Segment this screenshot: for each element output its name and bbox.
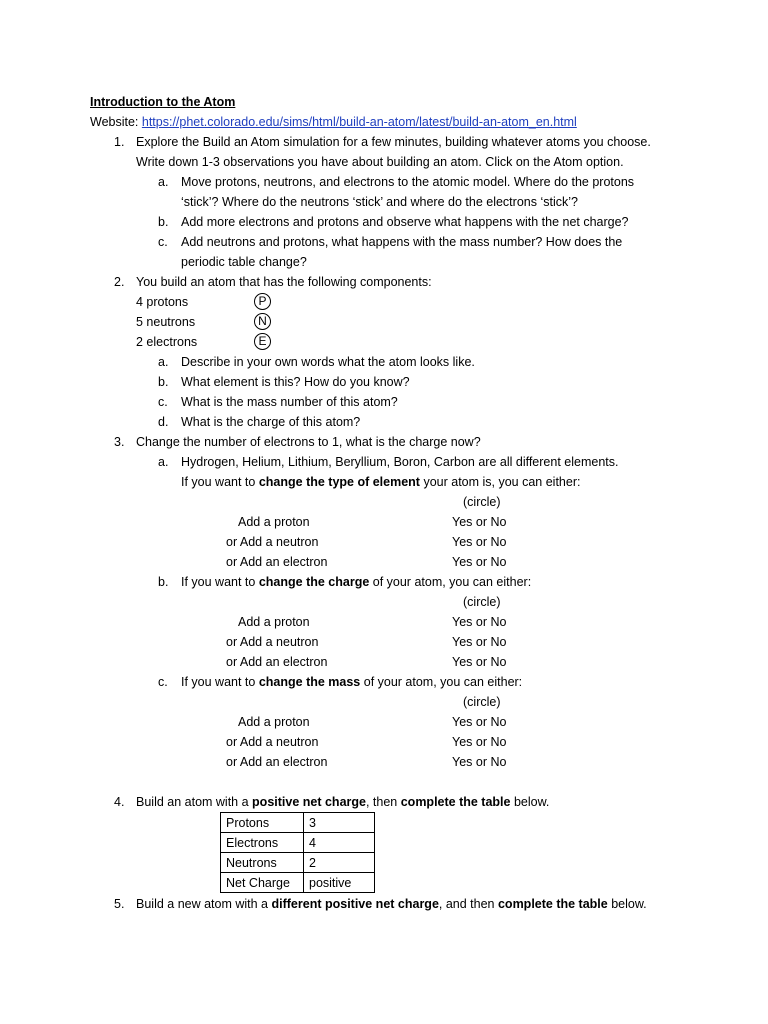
q5-bold1: different positive net charge (271, 897, 439, 911)
q4-mid: , then (365, 795, 401, 809)
q5-mid: , and then (438, 897, 498, 911)
atom-table (220, 812, 375, 893)
q3c-pre: If you want to (181, 675, 259, 689)
q5-pre: Build a new atom with a (136, 897, 272, 911)
table-row (221, 873, 375, 893)
q3c-option-neutron: or Add a neutron (226, 735, 319, 749)
q5-number: 5. (114, 897, 125, 911)
q3c-post: of your atom, you can either: (360, 675, 523, 689)
q5-text (136, 896, 647, 912)
q1a-text-line2: ‘stick’? Where do the neutrons ‘stick’ and where do the electrons ‘stick’? (181, 195, 578, 209)
q3a-option-electron: or Add an electron (226, 555, 328, 569)
q3b-option-neutron: or Add a neutron (226, 635, 319, 649)
q3c-letter: c. (158, 675, 168, 689)
table-value[interactable]: 4 (304, 833, 375, 853)
proton-circle-icon: P (254, 293, 271, 310)
q3b-yes-no-proton[interactable]: Yes or No (452, 615, 507, 629)
q3-text: Change the number of electrons to 1, what is the charge now? (136, 435, 481, 449)
component-neutrons-label: 5 neutrons (136, 315, 196, 329)
q3a-option-neutron: or Add a neutron (226, 535, 319, 549)
q3b-pre: If you want to (181, 575, 259, 589)
q4-bold1: positive net charge (252, 795, 366, 809)
q3c-bold: change the mass (258, 675, 361, 689)
table-value[interactable]: positive (304, 873, 375, 893)
q3b-circle-label: (circle) (463, 595, 501, 609)
q3b-yes-no-neutron[interactable]: Yes or No (452, 635, 507, 649)
q1c-letter: c. (158, 235, 168, 249)
q3a-option-proton: Add a proton (238, 515, 310, 529)
neutron-circle-icon: N (254, 313, 271, 330)
q4-pre: Build an atom with a (136, 795, 253, 809)
page-title: Introduction to the Atom (90, 95, 236, 109)
q3c-yes-no-proton[interactable]: Yes or No (452, 715, 507, 729)
q5-bold2: complete the table (497, 897, 608, 911)
q3b-yes-no-electron[interactable]: Yes or No (452, 655, 507, 669)
q3b-option-electron: or Add an electron (226, 655, 328, 669)
website-link[interactable]: https://phet.colorado.edu/sims/html/build-an-atom/latest/build-an-atom_en.html (141, 115, 577, 129)
table-key: Neutrons (221, 853, 304, 873)
q3c-option-proton: Add a proton (238, 715, 310, 729)
table-row (221, 833, 375, 853)
q3c-text (181, 674, 522, 690)
table-row (221, 813, 375, 833)
q1-text-line1: Explore the Build an Atom simulation for a few minutes, building whatever atoms you choose. (136, 135, 651, 149)
electron-circle-icon: E (254, 333, 271, 350)
q1a-text-line1: Move protons, neutrons, and electrons to the atomic model. Where do the protons (181, 175, 635, 189)
q3a-post: your atom is, you can either: (419, 475, 581, 489)
table-key: Electrons (221, 833, 304, 853)
q3c-circle-label: (circle) (463, 695, 501, 709)
q4-post: below. (510, 795, 550, 809)
q2d-text: What is the charge of this atom? (181, 415, 361, 429)
table-row (221, 853, 375, 873)
q3c-option-electron: or Add an electron (226, 755, 328, 769)
q1c-text-line2: periodic table change? (181, 255, 307, 269)
q3c-yes-no-electron[interactable]: Yes or No (452, 755, 507, 769)
q3a-text-line1: Hydrogen, Helium, Lithium, Beryllium, Boron, Carbon are all different elements. (181, 455, 619, 469)
q3a-bold: change the type of element (258, 475, 420, 489)
q2-number: 2. (114, 275, 125, 289)
component-electrons-label: 2 electrons (136, 335, 198, 349)
q3a-yes-no-electron[interactable]: Yes or No (452, 555, 507, 569)
q2c-letter: c. (158, 395, 168, 409)
q3a-yes-no-proton[interactable]: Yes or No (452, 515, 507, 529)
q1b-letter: b. (158, 215, 169, 229)
q3a-yes-no-neutron[interactable]: Yes or No (452, 535, 507, 549)
q2b-letter: b. (158, 375, 169, 389)
q3b-text (181, 574, 531, 590)
table-key: Protons (221, 813, 304, 833)
website-label: Website: (90, 115, 142, 129)
q2c-text: What is the mass number of this atom? (181, 395, 398, 409)
q3b-post: of your atom, you can either: (369, 575, 532, 589)
q3b-bold: change the charge (258, 575, 370, 589)
q1b-text: Add more electrons and protons and observe what happens with the net charge? (181, 215, 629, 229)
q5-post: below. (607, 897, 647, 911)
q3c-yes-no-neutron[interactable]: Yes or No (452, 735, 507, 749)
q3a-circle-label: (circle) (463, 495, 501, 509)
q3a-text-line2 (181, 474, 580, 490)
q1-text-line2: Write down 1-3 observations you have about building an atom. Click on the Atom option. (136, 155, 624, 169)
q3b-option-proton: Add a proton (238, 615, 310, 629)
q1c-text-line1: Add neutrons and protons, what happens with the mass number? How does the (181, 235, 623, 249)
q3-number: 3. (114, 435, 125, 449)
q3a-pre: If you want to (181, 475, 259, 489)
table-value[interactable]: 2 (304, 853, 375, 873)
q2d-letter: d. (158, 415, 169, 429)
q4-number: 4. (114, 795, 125, 809)
q4-bold2: complete the table (400, 795, 511, 809)
q4-text (136, 794, 549, 810)
q3a-letter: a. (158, 455, 169, 469)
table-key: Net Charge (221, 873, 304, 893)
website-line (90, 114, 577, 130)
table-value[interactable]: 3 (304, 813, 375, 833)
q3b-letter: b. (158, 575, 169, 589)
q1a-letter: a. (158, 175, 169, 189)
q2a-text: Describe in your own words what the atom looks like. (181, 355, 475, 369)
q2a-letter: a. (158, 355, 169, 369)
component-protons-label: 4 protons (136, 295, 189, 309)
q2b-text: What element is this? How do you know? (181, 375, 410, 389)
q1-number: 1. (114, 135, 125, 149)
q2-text: You build an atom that has the following components: (136, 275, 432, 289)
